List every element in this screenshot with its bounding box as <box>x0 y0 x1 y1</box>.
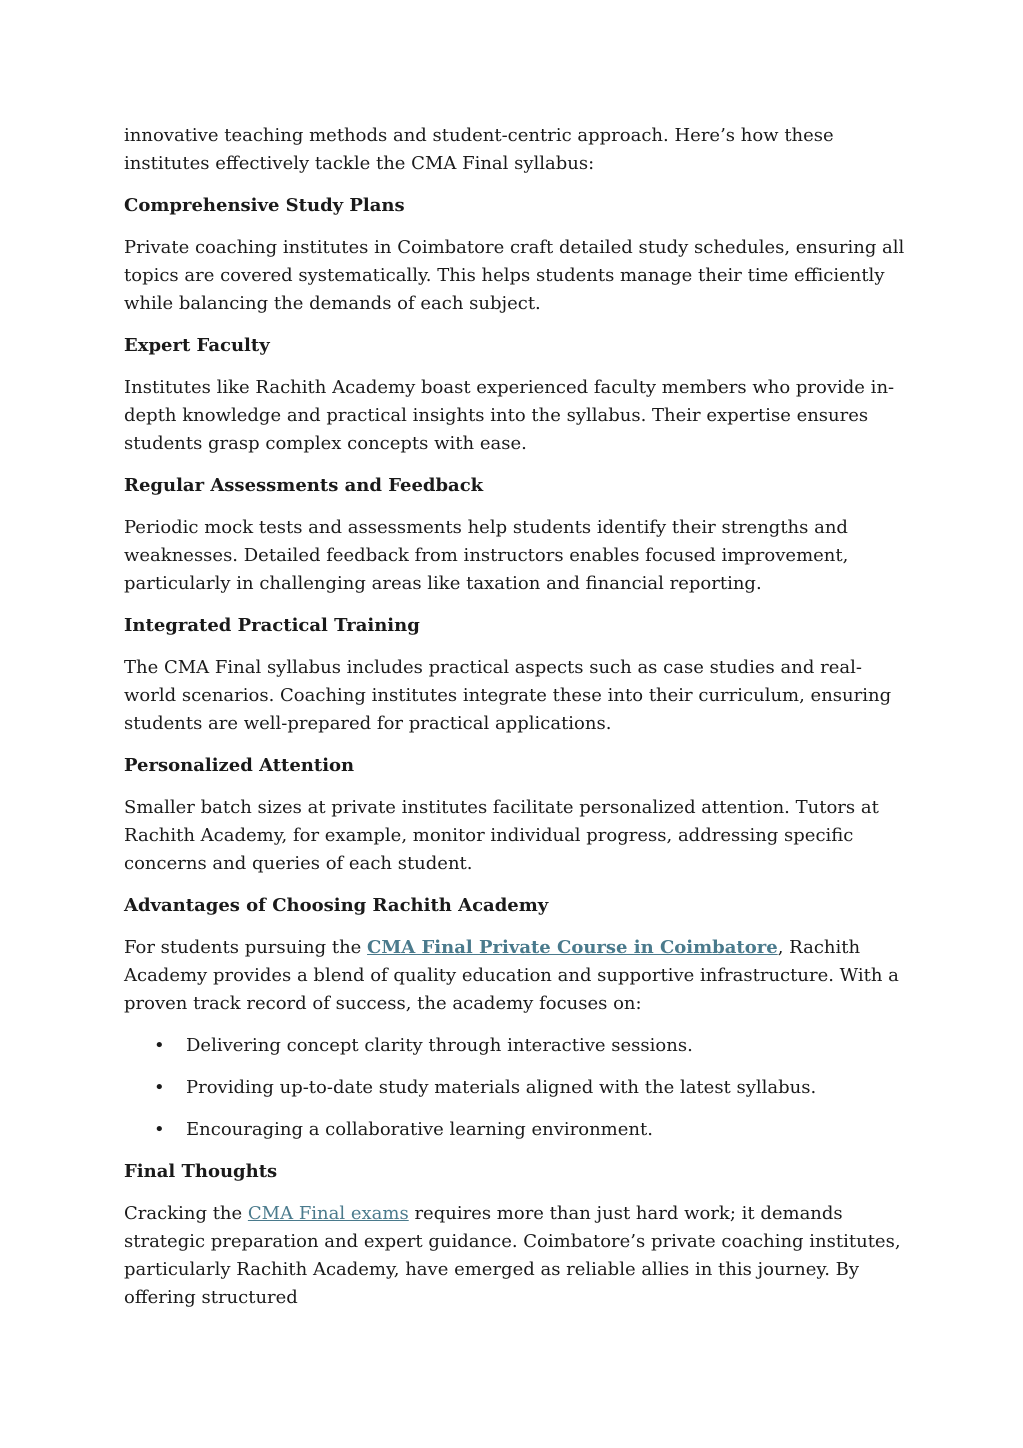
bullet-icon: • <box>154 1119 165 1140</box>
list-item-text: Encouraging a collaborative learning environment. <box>186 1119 653 1140</box>
paragraph-expert-faculty: Institutes like Rachith Academy boast experienced faculty members who provide in-depth knowledge and practical insights into the syllabus. Their expertise ensures students grasp complex concepts with ease. <box>124 377 895 454</box>
heading-expert-faculty: Expert Faculty <box>124 335 270 356</box>
heading-final-thoughts: Final Thoughts <box>124 1161 278 1182</box>
paragraph-advantages <box>124 934 914 1018</box>
list-item <box>124 1116 914 1144</box>
document-page <box>124 122 914 1326</box>
advantages-text-after-link: , Rachith Academy provides a blend of quality education and supportive infrastructure. With a proven track record of success, the academy focuses on: <box>124 937 899 1014</box>
heading-personalized-attention: Personalized Attention <box>124 755 355 776</box>
paragraph-personalized-attention: Smaller batch sizes at private institutes facilitate personalized attention. Tutors at Rachith Academy, for example, monitor individual progress, addressing specific concerns and queries of each student. <box>124 797 879 874</box>
list-item <box>124 1074 914 1102</box>
bullet-icon: • <box>154 1035 165 1056</box>
heading-advantages: Advantages of Choosing Rachith Academy <box>124 895 549 916</box>
final-text-after-link: requires more than just hard work; it demands strategic preparation and expert guidance. Coimbatore’s private coaching institutes, particularly Rachith Academy, have emerged as reliable allies in this journey. By offering structured <box>124 1203 901 1308</box>
list-item-text: Delivering concept clarity through interactive sessions. <box>186 1035 693 1056</box>
paragraph-practical-training: The CMA Final syllabus includes practical aspects such as case studies and real-world scenarios. Coaching institutes integrate these into their curriculum, ensuring students are well-prepared for practical applications. <box>124 657 892 734</box>
heading-study-plans: Comprehensive Study Plans <box>124 195 405 216</box>
paragraph-assessments: Periodic mock tests and assessments help students identify their strengths and weaknesses. Detailed feedback from instructors enables focused improvement, particularly in challenging areas like taxation and financial reporting. <box>124 517 849 594</box>
advantages-text-before-link: For students pursuing the <box>124 937 368 958</box>
list-item-text: Providing up-to-date study materials aligned with the latest syllabus. <box>186 1077 817 1098</box>
list-item <box>124 1032 914 1060</box>
paragraph-study-plans: Private coaching institutes in Coimbatore craft detailed study schedules, ensuring all topics are covered systematically. This helps students manage their time efficiently while balancing the demands of each subject. <box>124 237 905 314</box>
cma-final-exams-link[interactable]: CMA Final exams <box>247 1203 409 1224</box>
heading-practical-training: Integrated Practical Training <box>124 615 420 636</box>
heading-assessments: Regular Assessments and Feedback <box>124 475 484 496</box>
final-text-before-link: Cracking the <box>124 1203 248 1224</box>
bullet-icon: • <box>154 1077 165 1098</box>
cma-final-private-course-link[interactable]: CMA Final Private Course in Coimbatore <box>367 937 778 958</box>
paragraph-final-thoughts <box>124 1200 914 1312</box>
intro-paragraph: innovative teaching methods and student-centric approach. Here’s how these institutes effectively tackle the CMA Final syllabus: <box>124 125 834 174</box>
advantages-bullet-list <box>124 1032 914 1144</box>
